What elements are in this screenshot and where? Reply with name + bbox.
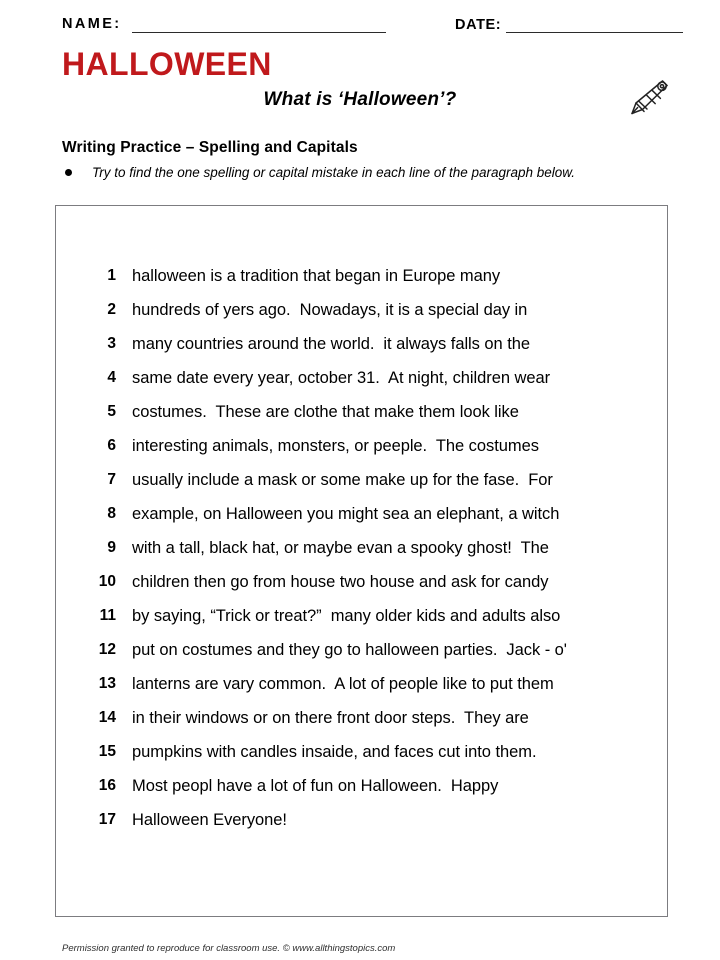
name-label: NAME: xyxy=(62,16,122,32)
paragraph-line[interactable] xyxy=(56,633,669,667)
line-number: 14 xyxy=(98,709,116,726)
paragraph-line[interactable] xyxy=(56,769,669,803)
paragraph-line[interactable] xyxy=(56,395,669,429)
instruction-row xyxy=(62,163,682,183)
line-text[interactable]: by saying, “Trick or treat?” many older kids and adults also xyxy=(132,607,561,625)
paragraph-box xyxy=(55,205,668,917)
line-text[interactable]: same date every year, october 31. At night, children wear xyxy=(132,369,551,387)
line-text[interactable]: hundreds of yers ago. Nowadays, it is a special day in xyxy=(132,301,528,319)
paragraph-line[interactable] xyxy=(56,361,669,395)
page-title: HALLOWEEN xyxy=(62,46,272,82)
line-text[interactable]: many countries around the world. it always falls on the xyxy=(132,335,530,353)
line-number: 12 xyxy=(98,641,116,658)
line-text[interactable]: children then go from house two house and ask for candy xyxy=(132,573,549,591)
line-text[interactable]: put on costumes and they go to halloween parties. Jack - o' xyxy=(132,641,567,659)
paragraph-line[interactable] xyxy=(56,293,669,327)
paragraph-line[interactable] xyxy=(56,463,669,497)
line-number: 13 xyxy=(98,675,116,692)
paragraph-line[interactable] xyxy=(56,531,669,565)
line-text[interactable]: lanterns are vary common. A lot of people like to put them xyxy=(132,675,554,693)
paragraph-line[interactable] xyxy=(56,497,669,531)
line-number: 3 xyxy=(107,335,116,352)
paragraph-lines xyxy=(56,259,669,837)
line-text[interactable]: Halloween Everyone! xyxy=(132,811,287,829)
line-text[interactable]: pumpkins with candles insaide, and faces cut into them. xyxy=(132,743,537,761)
line-number: 2 xyxy=(107,301,116,318)
paragraph-line[interactable] xyxy=(56,701,669,735)
paragraph-line[interactable] xyxy=(56,599,669,633)
line-number: 6 xyxy=(107,437,116,454)
line-number: 10 xyxy=(98,573,116,590)
instruction-text: Try to find the one spelling or capital mistake in each line of the paragraph below. xyxy=(92,165,576,180)
line-text[interactable]: Most peopl have a lot of fun on Halloween. Happy xyxy=(132,777,499,795)
line-text[interactable]: in their windows or on there front door steps. They are xyxy=(132,709,529,727)
paragraph-line[interactable] xyxy=(56,667,669,701)
line-number: 9 xyxy=(107,539,116,556)
date-label: DATE: xyxy=(455,17,502,33)
line-number: 4 xyxy=(107,369,116,386)
line-text[interactable]: example, on Halloween you might sea an elephant, a witch xyxy=(132,505,560,523)
line-number: 1 xyxy=(107,267,116,284)
line-number: 8 xyxy=(107,505,116,522)
line-number: 7 xyxy=(107,471,116,488)
line-text[interactable]: interesting animals, monsters, or peeple. The costumes xyxy=(132,437,539,455)
line-text[interactable]: usually include a mask or some make up for the fase. For xyxy=(132,471,553,489)
paragraph-line[interactable] xyxy=(56,259,669,293)
line-text[interactable]: halloween is a tradition that began in Europe many xyxy=(132,267,501,285)
name-write-line[interactable] xyxy=(132,32,386,33)
paragraph-line[interactable] xyxy=(56,327,669,361)
date-write-line[interactable] xyxy=(506,32,683,33)
line-number: 5 xyxy=(107,403,116,420)
paragraph-line[interactable] xyxy=(56,803,669,837)
pencil-icon xyxy=(626,76,672,118)
paragraph-line[interactable] xyxy=(56,565,669,599)
line-number: 17 xyxy=(98,811,116,828)
section-heading: Writing Practice – Spelling and Capitals xyxy=(62,139,358,156)
line-number: 16 xyxy=(98,777,116,794)
line-number: 15 xyxy=(98,743,116,760)
line-text[interactable]: costumes. These are clothe that make them look like xyxy=(132,403,519,421)
footer-permission-note: Permission granted to reproduce for classroom use. © www.allthingstopics.com xyxy=(62,943,396,954)
bullet-icon xyxy=(65,169,72,176)
line-text[interactable]: with a tall, black hat, or maybe evan a spooky ghost! The xyxy=(132,539,549,557)
paragraph-line[interactable] xyxy=(56,429,669,463)
paragraph-line[interactable] xyxy=(56,735,669,769)
line-number: 11 xyxy=(99,607,116,624)
worksheet-header xyxy=(0,15,720,41)
page-subtitle: What is ‘Halloween’? xyxy=(263,89,457,110)
